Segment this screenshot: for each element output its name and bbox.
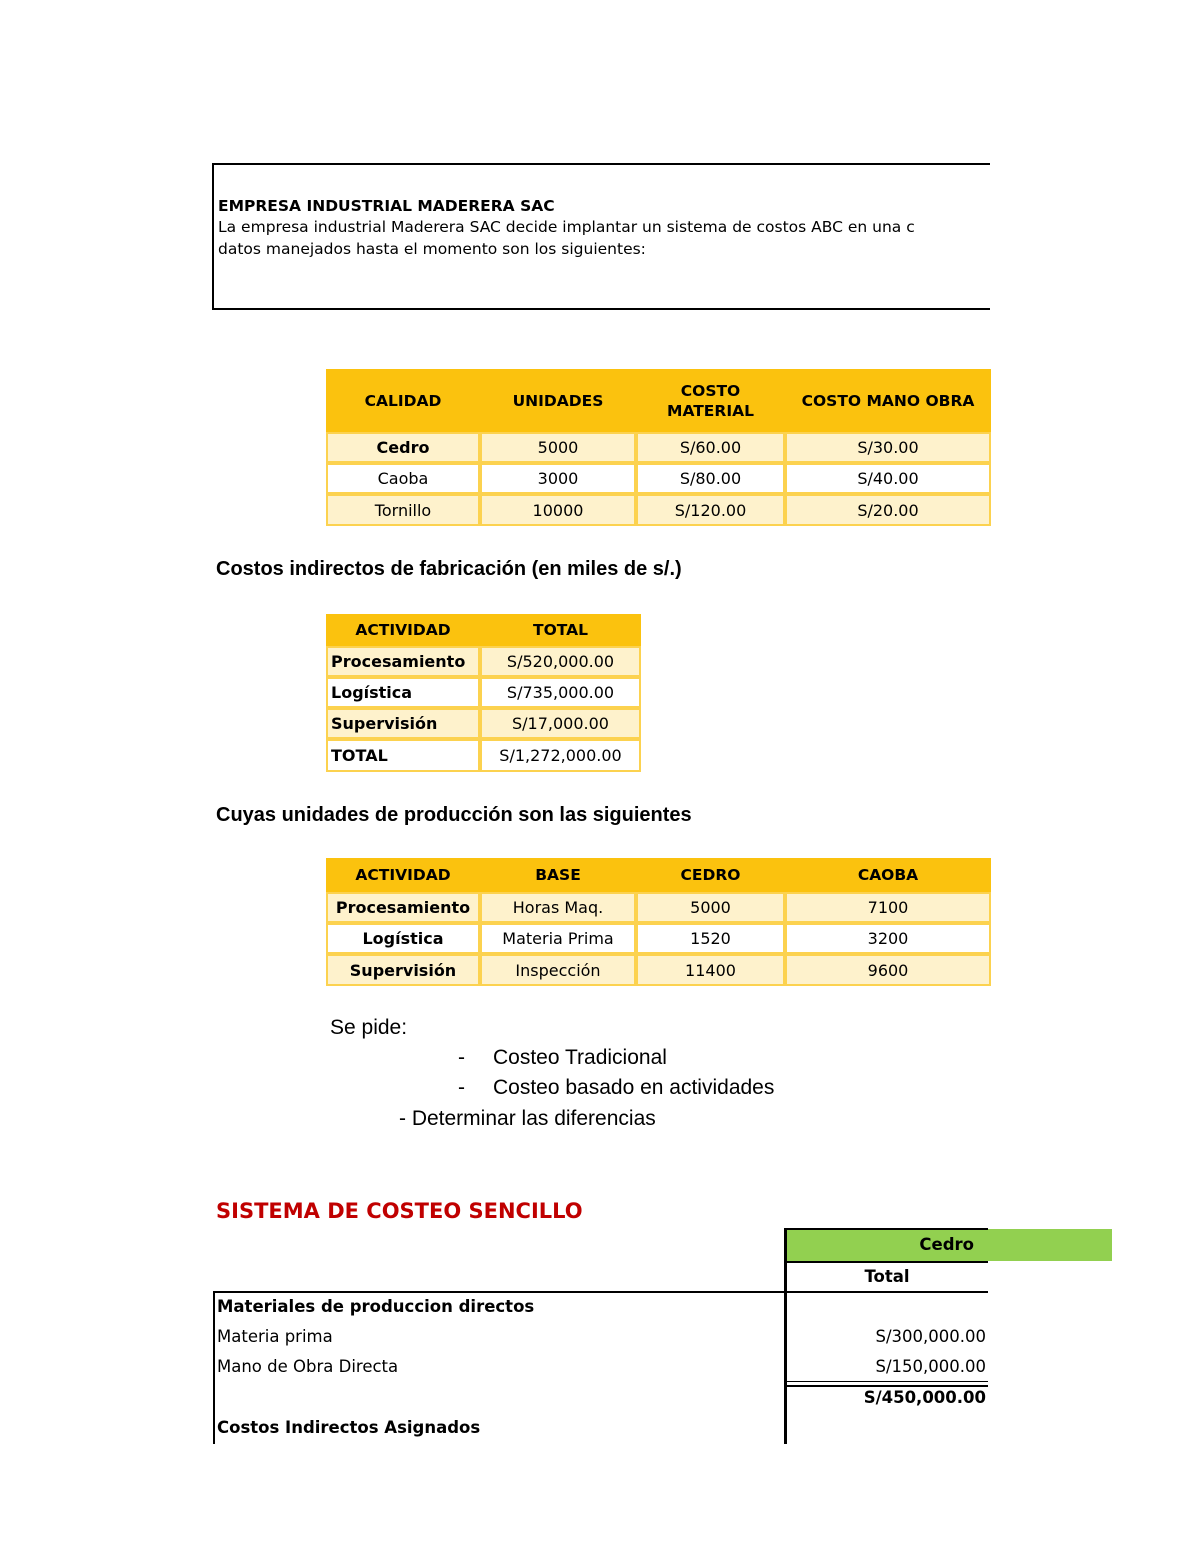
col-actividad: ACTIVIDAD	[326, 614, 480, 646]
cell: 11400	[636, 954, 785, 986]
cell: Horas Maq.	[480, 892, 636, 923]
col-caoba: CAOBA	[785, 858, 991, 892]
col-costo-material-line1: COSTO	[680, 381, 741, 400]
cif-table	[326, 614, 641, 772]
dash-bullet: -	[458, 1046, 465, 1069]
table-row	[326, 708, 641, 739]
cell: Inspección	[480, 954, 636, 986]
units-title: Cuyas unidades de producción son las siguientes	[216, 804, 692, 826]
cell: Logística	[326, 677, 480, 708]
table-row	[326, 677, 641, 708]
col-cedro: CEDRO	[636, 858, 785, 892]
table-row	[326, 923, 991, 954]
col-calidad: CALIDAD	[326, 369, 480, 432]
item-diferencias: - Determinar las diferencias	[399, 1107, 656, 1130]
materiales-label: Materiales de produccion directos	[217, 1297, 535, 1316]
item-costeo-abc: Costeo basado en actividades	[493, 1076, 775, 1099]
materia-prima-label: Materia prima	[217, 1327, 333, 1346]
cell: 3000	[480, 463, 636, 494]
divider	[786, 1381, 988, 1382]
cif-title: Costos indirectos de fabricación (en miles de s/.)	[216, 558, 682, 580]
cell: 3200	[785, 923, 991, 954]
cell: 7100	[785, 892, 991, 923]
se-pide-label: Se pide:	[330, 1016, 408, 1039]
cell: 10000	[480, 494, 636, 526]
divider	[213, 1291, 215, 1444]
product-table	[326, 369, 991, 526]
col-total: TOTAL	[480, 614, 641, 646]
mano-obra-label: Mano de Obra Directa	[217, 1357, 399, 1376]
indirectos-label: Costos Indirectos Asignados	[217, 1418, 481, 1437]
divider	[784, 1228, 988, 1230]
intro-box	[212, 163, 990, 310]
cell: 5000	[480, 432, 636, 463]
intro-line-1: La empresa industrial Maderera SAC decide implantar un sistema de costos ABC en una c	[218, 218, 915, 236]
divider	[786, 1385, 988, 1387]
table-row	[326, 646, 641, 677]
cell: S/20.00	[785, 494, 991, 526]
cell: S/735,000.00	[480, 677, 641, 708]
cedro-header: Cedro	[919, 1235, 974, 1254]
cell: Tornillo	[326, 494, 480, 526]
cell: S/120.00	[636, 494, 785, 526]
intro-line-2: datos manejados hasta el momento son los siguientes:	[218, 240, 646, 258]
col-unidades: UNIDADES	[480, 369, 636, 432]
table-row	[326, 463, 991, 494]
cell: S/80.00	[636, 463, 785, 494]
table-row	[326, 892, 991, 923]
cell: Procesamiento	[326, 646, 480, 677]
cell: S/1,272,000.00	[480, 739, 641, 772]
col-actividad: ACTIVIDAD	[326, 858, 480, 892]
cell: Supervisión	[326, 954, 480, 986]
costeo-title: SISTEMA DE COSTEO SENCILLO	[216, 1199, 583, 1223]
cell: Logística	[326, 923, 480, 954]
cell: 5000	[636, 892, 785, 923]
cell: S/30.00	[785, 432, 991, 463]
col-costo-material-line2: MATERIAL	[667, 401, 754, 420]
cell: S/40.00	[785, 463, 991, 494]
col-costo-material	[636, 369, 785, 432]
total-header: Total	[864, 1267, 910, 1286]
cell: Caoba	[326, 463, 480, 494]
cell: 9600	[785, 954, 991, 986]
materia-prima-value: S/300,000.00	[875, 1327, 986, 1346]
col-costo-mano-obra: COSTO MANO OBRA	[785, 369, 991, 432]
dash-bullet: -	[458, 1076, 465, 1099]
cell: S/520,000.00	[480, 646, 641, 677]
cell: Cedro	[326, 432, 480, 463]
table-row	[326, 954, 991, 986]
cell: S/17,000.00	[480, 708, 641, 739]
mano-obra-value: S/150,000.00	[875, 1357, 986, 1376]
divider	[213, 1291, 988, 1293]
table-row	[326, 432, 991, 463]
table-row	[326, 739, 641, 772]
item-costeo-tradicional: Costeo Tradicional	[493, 1046, 667, 1069]
cell: Procesamiento	[326, 892, 480, 923]
cell: Supervisión	[326, 708, 480, 739]
cell: Materia Prima	[480, 923, 636, 954]
cell: TOTAL	[326, 739, 480, 772]
cell: S/60.00	[636, 432, 785, 463]
cell: 1520	[636, 923, 785, 954]
divider	[784, 1228, 787, 1444]
subtotal-value: S/450,000.00	[863, 1388, 986, 1407]
units-table	[326, 858, 991, 986]
table-row	[326, 494, 991, 526]
col-base: BASE	[480, 858, 636, 892]
company-title: EMPRESA INDUSTRIAL MADERERA SAC	[218, 197, 555, 215]
